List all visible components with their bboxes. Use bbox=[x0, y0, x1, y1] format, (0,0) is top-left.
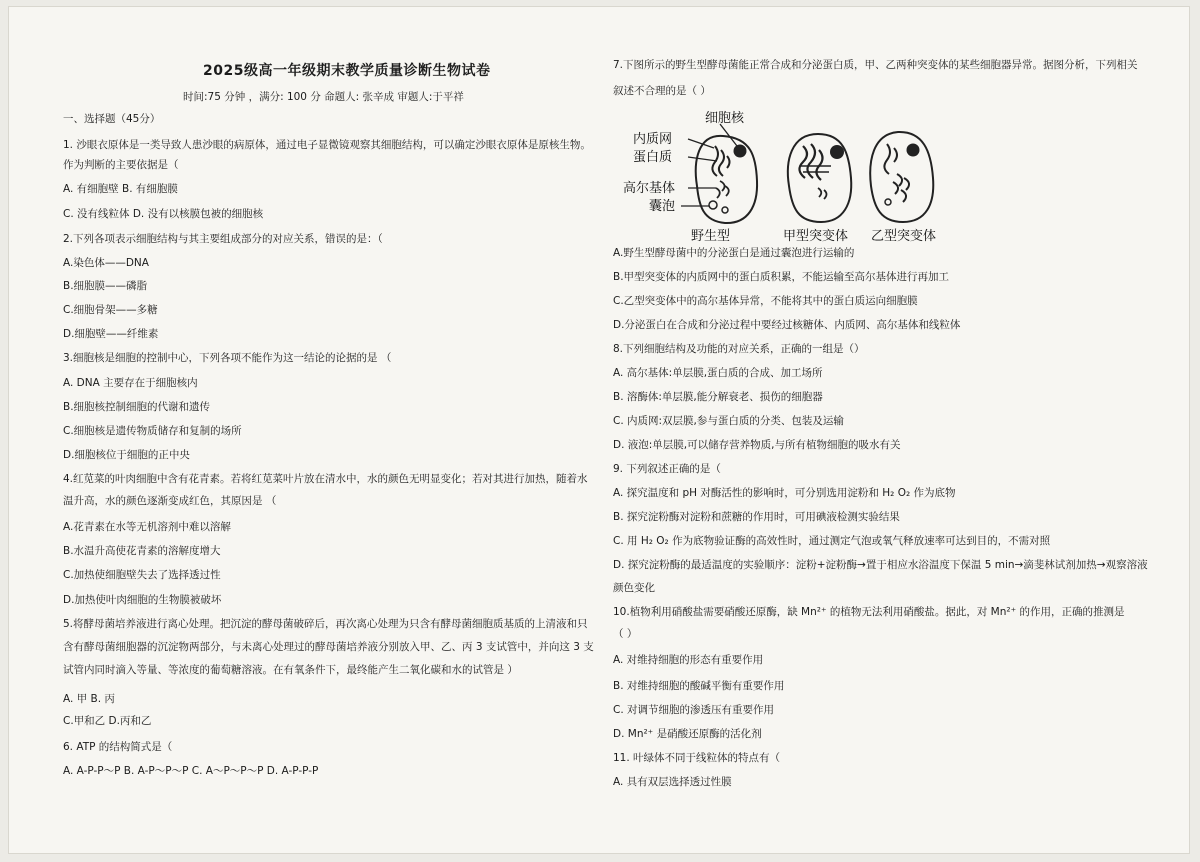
left-line: C. 没有线粒体 D. 没有以核膜包被的细胞核 bbox=[63, 208, 264, 220]
label-protein: 蛋白质 bbox=[633, 150, 673, 165]
wild-type-cell bbox=[696, 136, 757, 223]
mutant-a-cell bbox=[788, 134, 851, 222]
right-line: 9. 下列叙述正确的是（ bbox=[613, 463, 721, 475]
left-line: D.细胞壁——纤维素 bbox=[63, 328, 159, 340]
label-vesicle: 囊泡 bbox=[649, 199, 676, 214]
left-line: 3.细胞核是细胞的控制中心，下列各项不能作为这一结论的论据的是 （ bbox=[63, 352, 392, 364]
label-golgi: 高尔基体 bbox=[623, 181, 676, 196]
right-line: D. 探究淀粉酶的最适温度的实验顺序：淀粉+淀粉酶→置于相应水浴温度下保温 5 min→滴斐林试剂加热→观察溶液 bbox=[613, 559, 1148, 571]
right-line: A. 具有双层选择透过性膜 bbox=[613, 776, 732, 788]
left-line: B.细胞核控制细胞的代谢和遗传 bbox=[63, 401, 211, 413]
left-line: A. 有细胞壁 B. 有细胞膜 bbox=[63, 183, 178, 195]
right-line: C. 内质网:双层膜,参与蛋白质的分类、包装及运输 bbox=[613, 415, 844, 427]
nucleus-dot bbox=[734, 145, 747, 158]
left-line: 温升高，水的颜色逐渐变成红色，其原因是 （ bbox=[63, 495, 277, 507]
section-heading: 一、选择题（45分） bbox=[63, 113, 161, 125]
left-line: C.甲和乙 D.丙和乙 bbox=[63, 715, 152, 727]
left-line: A. DNA 主要存在于细胞核内 bbox=[63, 377, 198, 389]
label-er: 内质网 bbox=[633, 132, 673, 147]
right-line: D.分泌蛋白在合成和分泌过程中要经过核糖体、内质网、高尔基体和线粒体 bbox=[613, 319, 961, 331]
caption-mutant-b: 乙型突变体 bbox=[871, 229, 937, 244]
exam-info: 时间:75 分钟 ，满分: 100 分 命题人: 张辛成 审题人:于平祥 bbox=[183, 91, 464, 103]
mutant-b-cell bbox=[870, 132, 933, 222]
right-line: 11. 叶绿体不同于线粒体的特点有（ bbox=[613, 752, 781, 764]
right-line: D. Mn²⁺ 是硝酸还原酶的活化剂 bbox=[613, 728, 762, 740]
left-line: 4.红苋菜的叶肉细胞中含有花青素。若将红苋菜叶片放在清水中，水的颜色无明显变化；若对其进行加热，随着水 bbox=[63, 473, 588, 485]
page-title: 2025级高一年级期末教学质量诊断生物试卷 bbox=[203, 63, 491, 79]
left-line: 含有酵母菌细胞器的沉淀物两部分，与未离心处理过的酵母菌培养液分别放入甲、乙、丙 3 支试管中，并向这 3 支 bbox=[63, 641, 594, 653]
left-line: A. 甲 B. 丙 bbox=[63, 693, 115, 705]
exam-sheet bbox=[8, 6, 1190, 854]
left-line: A. A-P-P～P B. A-P～P～P C. A～P～P～P D. A-P-P-P bbox=[63, 765, 319, 777]
yeast-figure bbox=[613, 106, 958, 246]
right-line: 8.下列细胞结构及功能的对应关系，正确的一组是（） bbox=[613, 343, 865, 355]
left-line: A.染色体——DNA bbox=[63, 257, 149, 269]
q7-line-2: 叙述不合理的是（ ） bbox=[613, 85, 711, 97]
left-line: 6. ATP 的结构简式是（ bbox=[63, 741, 173, 753]
left-line: B.细胞膜——磷脂 bbox=[63, 280, 148, 292]
right-line: 颜色变化 bbox=[613, 582, 655, 594]
left-line: 1. 沙眼衣原体是一类导致人患沙眼的病原体，通过电子显微镜观察其细胞结构，可以确定沙眼衣原体是原核生物。 bbox=[63, 139, 591, 151]
left-line: 作为判断的主要依据是（ bbox=[63, 159, 179, 171]
right-line: B. 探究淀粉酶对淀粉和蔗糖的作用时，可用碘液检测实验结果 bbox=[613, 511, 900, 523]
left-line: D.细胞核位于细胞的正中央 bbox=[63, 449, 190, 461]
left-line: C.加热使细胞壁失去了选择透过性 bbox=[63, 569, 221, 581]
caption-mutant-a: 甲型突变体 bbox=[783, 229, 849, 244]
label-nucleus: 细胞核 bbox=[705, 111, 745, 126]
right-line: （ ） bbox=[613, 628, 638, 640]
nucleus-dot bbox=[830, 145, 844, 159]
left-line: C.细胞核是遗传物质储存和复制的场所 bbox=[63, 425, 242, 437]
right-line: D. 液泡:单层膜,可以储存营养物质,与所有植物细胞的吸水有关 bbox=[613, 439, 901, 451]
left-line: B.水温升高使花青素的溶解度增大 bbox=[63, 545, 221, 557]
nucleus-dot bbox=[907, 144, 920, 157]
left-line: C.细胞骨架——多糖 bbox=[63, 304, 158, 316]
left-line: A.花青素在水等无机溶剂中难以溶解 bbox=[63, 521, 231, 533]
right-line: B. 对维持细胞的酸碱平衡有重要作用 bbox=[613, 680, 785, 692]
right-line: A. 探究温度和 pH 对酶活性的影响时，可分别选用淀粉和 H₂ O₂ 作为底物 bbox=[613, 487, 956, 499]
caption-wild-type: 野生型 bbox=[691, 229, 731, 244]
right-line: C. 用 H₂ O₂ 作为底物验证酶的高效性时，通过测定气泡或氧气释放速率可达到目的，不需对照 bbox=[613, 535, 1051, 547]
right-line: C.乙型突变体中的高尔基体异常，不能将其中的蛋白质运向细胞膜 bbox=[613, 295, 918, 307]
right-line: C. 对调节细胞的渗透压有重要作用 bbox=[613, 704, 775, 716]
left-line: 试管内同时滴入等量、等浓度的葡萄糖溶液。在有氧条件下，最终能产生二氧化碳和水的试管是 ） bbox=[63, 664, 518, 676]
right-line: A. 高尔基体:单层膜,蛋白质的合成、加工场所 bbox=[613, 367, 823, 379]
right-line: B. 溶酶体:单层膜,能分解衰老、损伤的细胞器 bbox=[613, 391, 823, 403]
q7-line-1: 7.下图所示的野生型酵母菌能正常合成和分泌蛋白质，甲、乙两种突变体的某些细胞器异常。据图分析，下列相关 bbox=[613, 59, 1138, 71]
right-line: A. 对维持细胞的形态有重要作用 bbox=[613, 654, 764, 666]
right-line: 10.植物利用硝酸盐需要硝酸还原酶，缺 Mn²⁺ 的植物无法利用硝酸盐。据此，对 Mn²⁺ 的作用，正确的推测是 bbox=[613, 606, 1125, 618]
left-line: 2.下列各项表示细胞结构与其主要组成部分的对应关系，错误的是：（ bbox=[63, 233, 383, 245]
right-line: B.甲型突变体的内质网中的蛋白质积累，不能运输至高尔基体进行再加工 bbox=[613, 271, 950, 283]
left-line: 5.将酵母菌培养液进行离心处理。把沉淀的酵母菌破碎后，再次离心处理为只含有酵母菌细胞质基质的上清液和只 bbox=[63, 618, 588, 630]
right-line: A.野生型酵母菌中的分泌蛋白是通过囊泡进行运输的 bbox=[613, 247, 855, 259]
left-line: D.加热使叶肉细胞的生物膜被破坏 bbox=[63, 594, 222, 606]
